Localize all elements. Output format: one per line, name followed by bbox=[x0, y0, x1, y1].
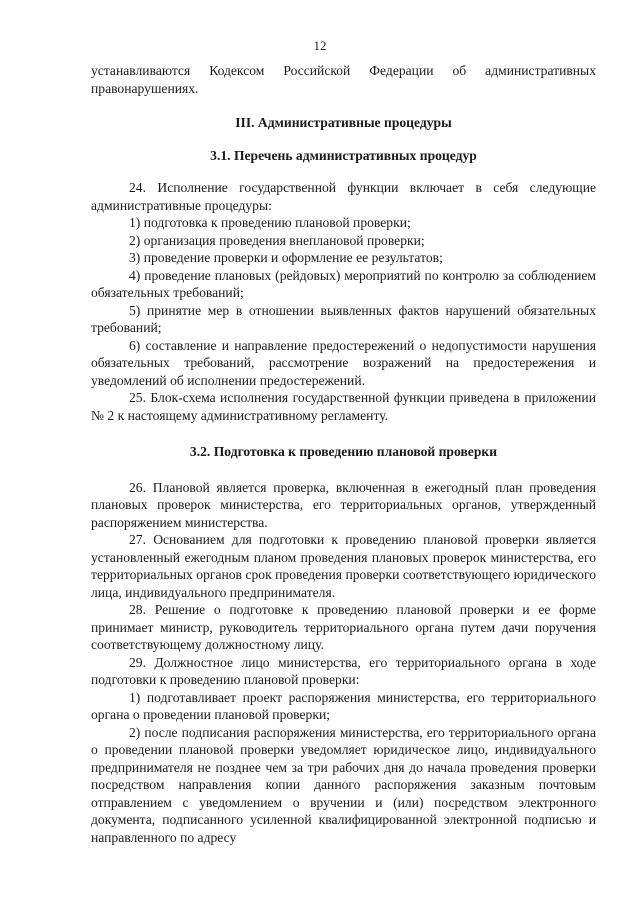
page-body bbox=[91, 62, 596, 846]
paragraph-25: 25. Блок-схема исполнения государственной функции приведена в приложении № 2 к настоящему административному регламенту. bbox=[91, 390, 596, 423]
list-item-2: 2) организация проведения внеплановой проверки; bbox=[129, 232, 425, 248]
list-item-29-1: 1) подготавливает проект распоряжения министерства, его территориального органа о проведении плановой проверки; bbox=[91, 689, 596, 722]
list-item-5: 5) принятие мер в отношении выявленных фактов нарушений обязательных требований; bbox=[91, 302, 596, 335]
list-item-6: 6) составление и направление предостережений о недопустимости нарушения обязательных требований, рассмотрение возражений на предостережения и уведомлений об исполнении предостережений. bbox=[91, 337, 596, 388]
section-title: III. Административные процедуры bbox=[235, 115, 452, 130]
page-number: 12 bbox=[313, 38, 327, 53]
subsection-title-3-1: 3.1. Перечень административных процедур bbox=[210, 147, 477, 163]
list-item-29-2: 2) после подписания распоряжения министерства, его территориального органа о проведении плановой проверки уведомляет юридическое лицо, индивидуального предпринимателя не позднее чем за три рабочих дня до начала проведения проверки посредством направления копии данного распоряжения заказным почтовым отправлением с уведомлением о вручении и (или) посредством электронного документа, подписанного усиленной квалифицированной электронной подписью и направленного по адресу bbox=[91, 724, 596, 845]
intro-paragraph: устанавливаются Кодексом Российской Федерации об административных правонарушениях. bbox=[91, 63, 596, 96]
paragraph-28: 28. Решение о подготовке к проведению плановой проверки и ее форме принимает министр, руководитель территориального органа путем дачи поручения соответствующему должностному лицу. bbox=[91, 602, 596, 652]
paragraph-27: 27. Основанием для подготовки к проведению плановой проверки является установленный ежегодным планом проведения плановых проверок министерства, его территориальных органов срок проведения проверки соответствующего юридического лица, индивидуального предпринимателя. bbox=[91, 532, 596, 600]
list-item-1: 1) подготовка к проведению плановой проверки; bbox=[129, 215, 411, 230]
subsection-title-3-2: 3.2. Подготовка к проведению плановой проверки bbox=[189, 444, 498, 459]
paragraph-24: 24. Исполнение государственной функции включает в себя следующие административные процедуры: bbox=[91, 180, 596, 213]
list-item-3: 3) проведение проверки и оформление ее результатов; bbox=[129, 250, 443, 265]
paragraph-26: 26. Плановой является проверка, включенная в ежегодный план проведения плановых проверок министерства, его территориальных органов, утвержденный распоряжением министерства. bbox=[91, 479, 596, 530]
list-item-4: 4) проведение плановых (рейдовых) мероприятий по контролю за соблюдением обязательных требований; bbox=[91, 267, 596, 300]
paragraph-29: 29. Должностное лицо министерства, его территориального органа в ходе подготовки к проведению плановой проверки: bbox=[91, 654, 596, 687]
